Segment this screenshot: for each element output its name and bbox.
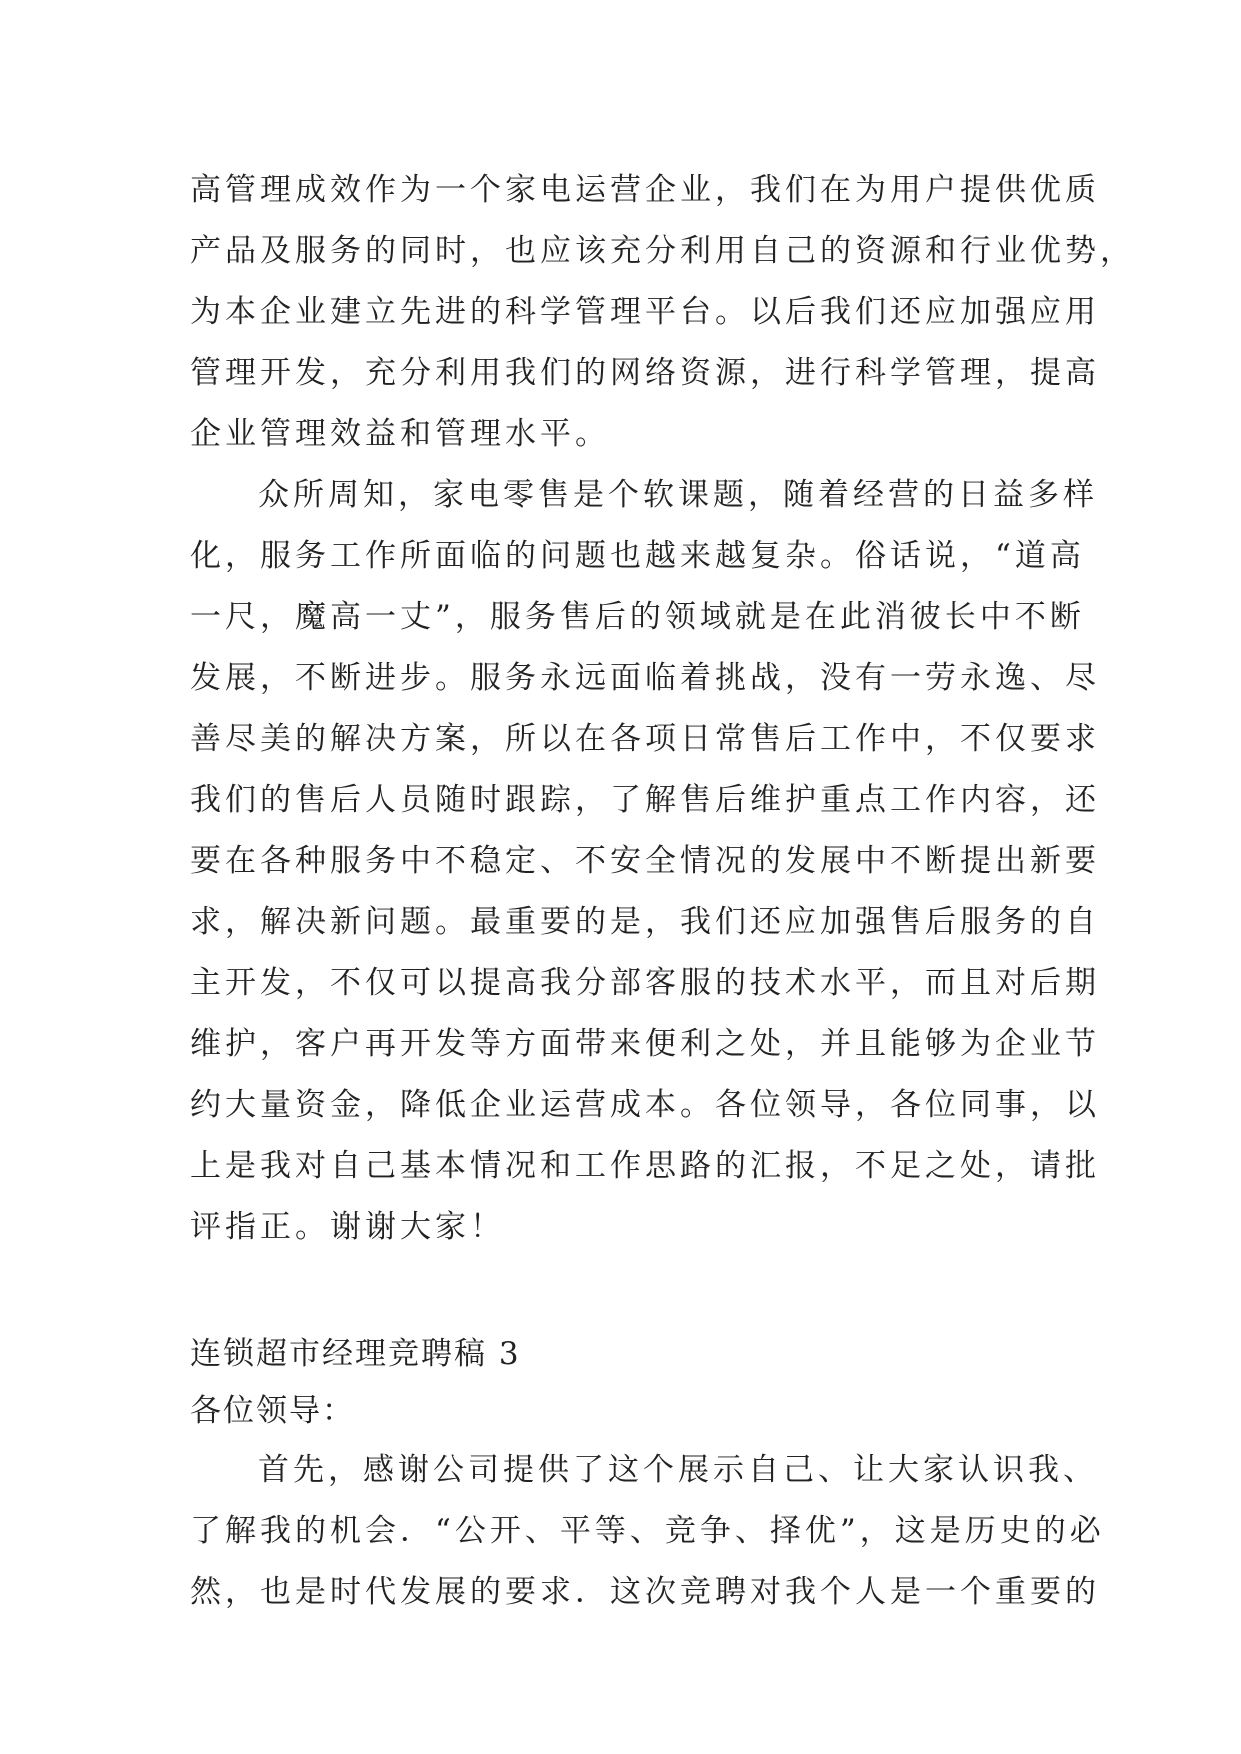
text-line: 善尽美的解决方案，所以在各项日常售后工作中，不仅要求 [190,721,1100,757]
text-line: 管理开发，充分利用我们的网络资源，进行科学管理，提高 [190,355,1100,391]
text-line: 发展，不断进步。服务永远面临着挑战，没有一劳永逸、尽 [190,660,1100,696]
text-line: 一尺，魔高一丈”，服务售后的领域就是在此消彼长中不断 [190,599,1085,635]
document-body [190,160,1135,1623]
paragraph-service [190,465,1100,1258]
text-line: 为本企业建立先进的科学管理平台。以后我们还应加强应用 [190,294,1100,330]
text-line: 众所周知，家电零售是个软课题，随着经营的日益多样 [258,477,1098,513]
text-line: 约大量资金，降低企业运营成本。各位领导，各位同事，以 [190,1087,1100,1123]
text-line: 评指正。谢谢大家！ [190,1209,505,1245]
text-line: 求，解决新问题。最重要的是，我们还应加强售后服务的自 [190,904,1100,940]
text-line: 然，也是时代发展的要求．这次竞聘对我个人是一个重要的 [190,1574,1100,1610]
section-title: 连锁超市经理竞聘稿 3 [190,1336,521,1372]
text-line: 企业管理效益和管理水平。 [190,416,610,452]
text-line: 我们的售后人员随时跟踪，了解售后维护重点工作内容，还 [190,782,1100,818]
text-line: 高管理成效作为一个家电运营企业，我们在为用户提供优质 [190,172,1100,208]
text-line: 主开发，不仅可以提高我分部客服的技术水平，而且对后期 [190,965,1100,1001]
text-line: 维护，客户再开发等方面带来便利之处，并且能够为企业节 [190,1026,1100,1062]
text-line: 化，服务工作所面临的问题也越来越复杂。俗话说，“道高 [190,538,1085,574]
text-line: 首先，感谢公司提供了这个展示自己、让大家认识我、 [258,1452,1098,1488]
paragraph-continuation [190,160,1135,465]
text-line: 产品及服务的同时，也应该充分利用自己的资源和行业优势， [190,233,1135,269]
text-line: 上是我对自己基本情况和工作思路的汇报，不足之处，请批 [190,1148,1100,1184]
paragraph-opening [190,1440,1105,1623]
text-line: 了解我的机会．“公开、平等、竞争、择优”，这是历史的必 [190,1513,1105,1549]
text-line: 要在各种服务中不稳定、不安全情况的发展中不断提出新要 [190,843,1100,879]
salutation: 各位领导： [190,1393,355,1429]
